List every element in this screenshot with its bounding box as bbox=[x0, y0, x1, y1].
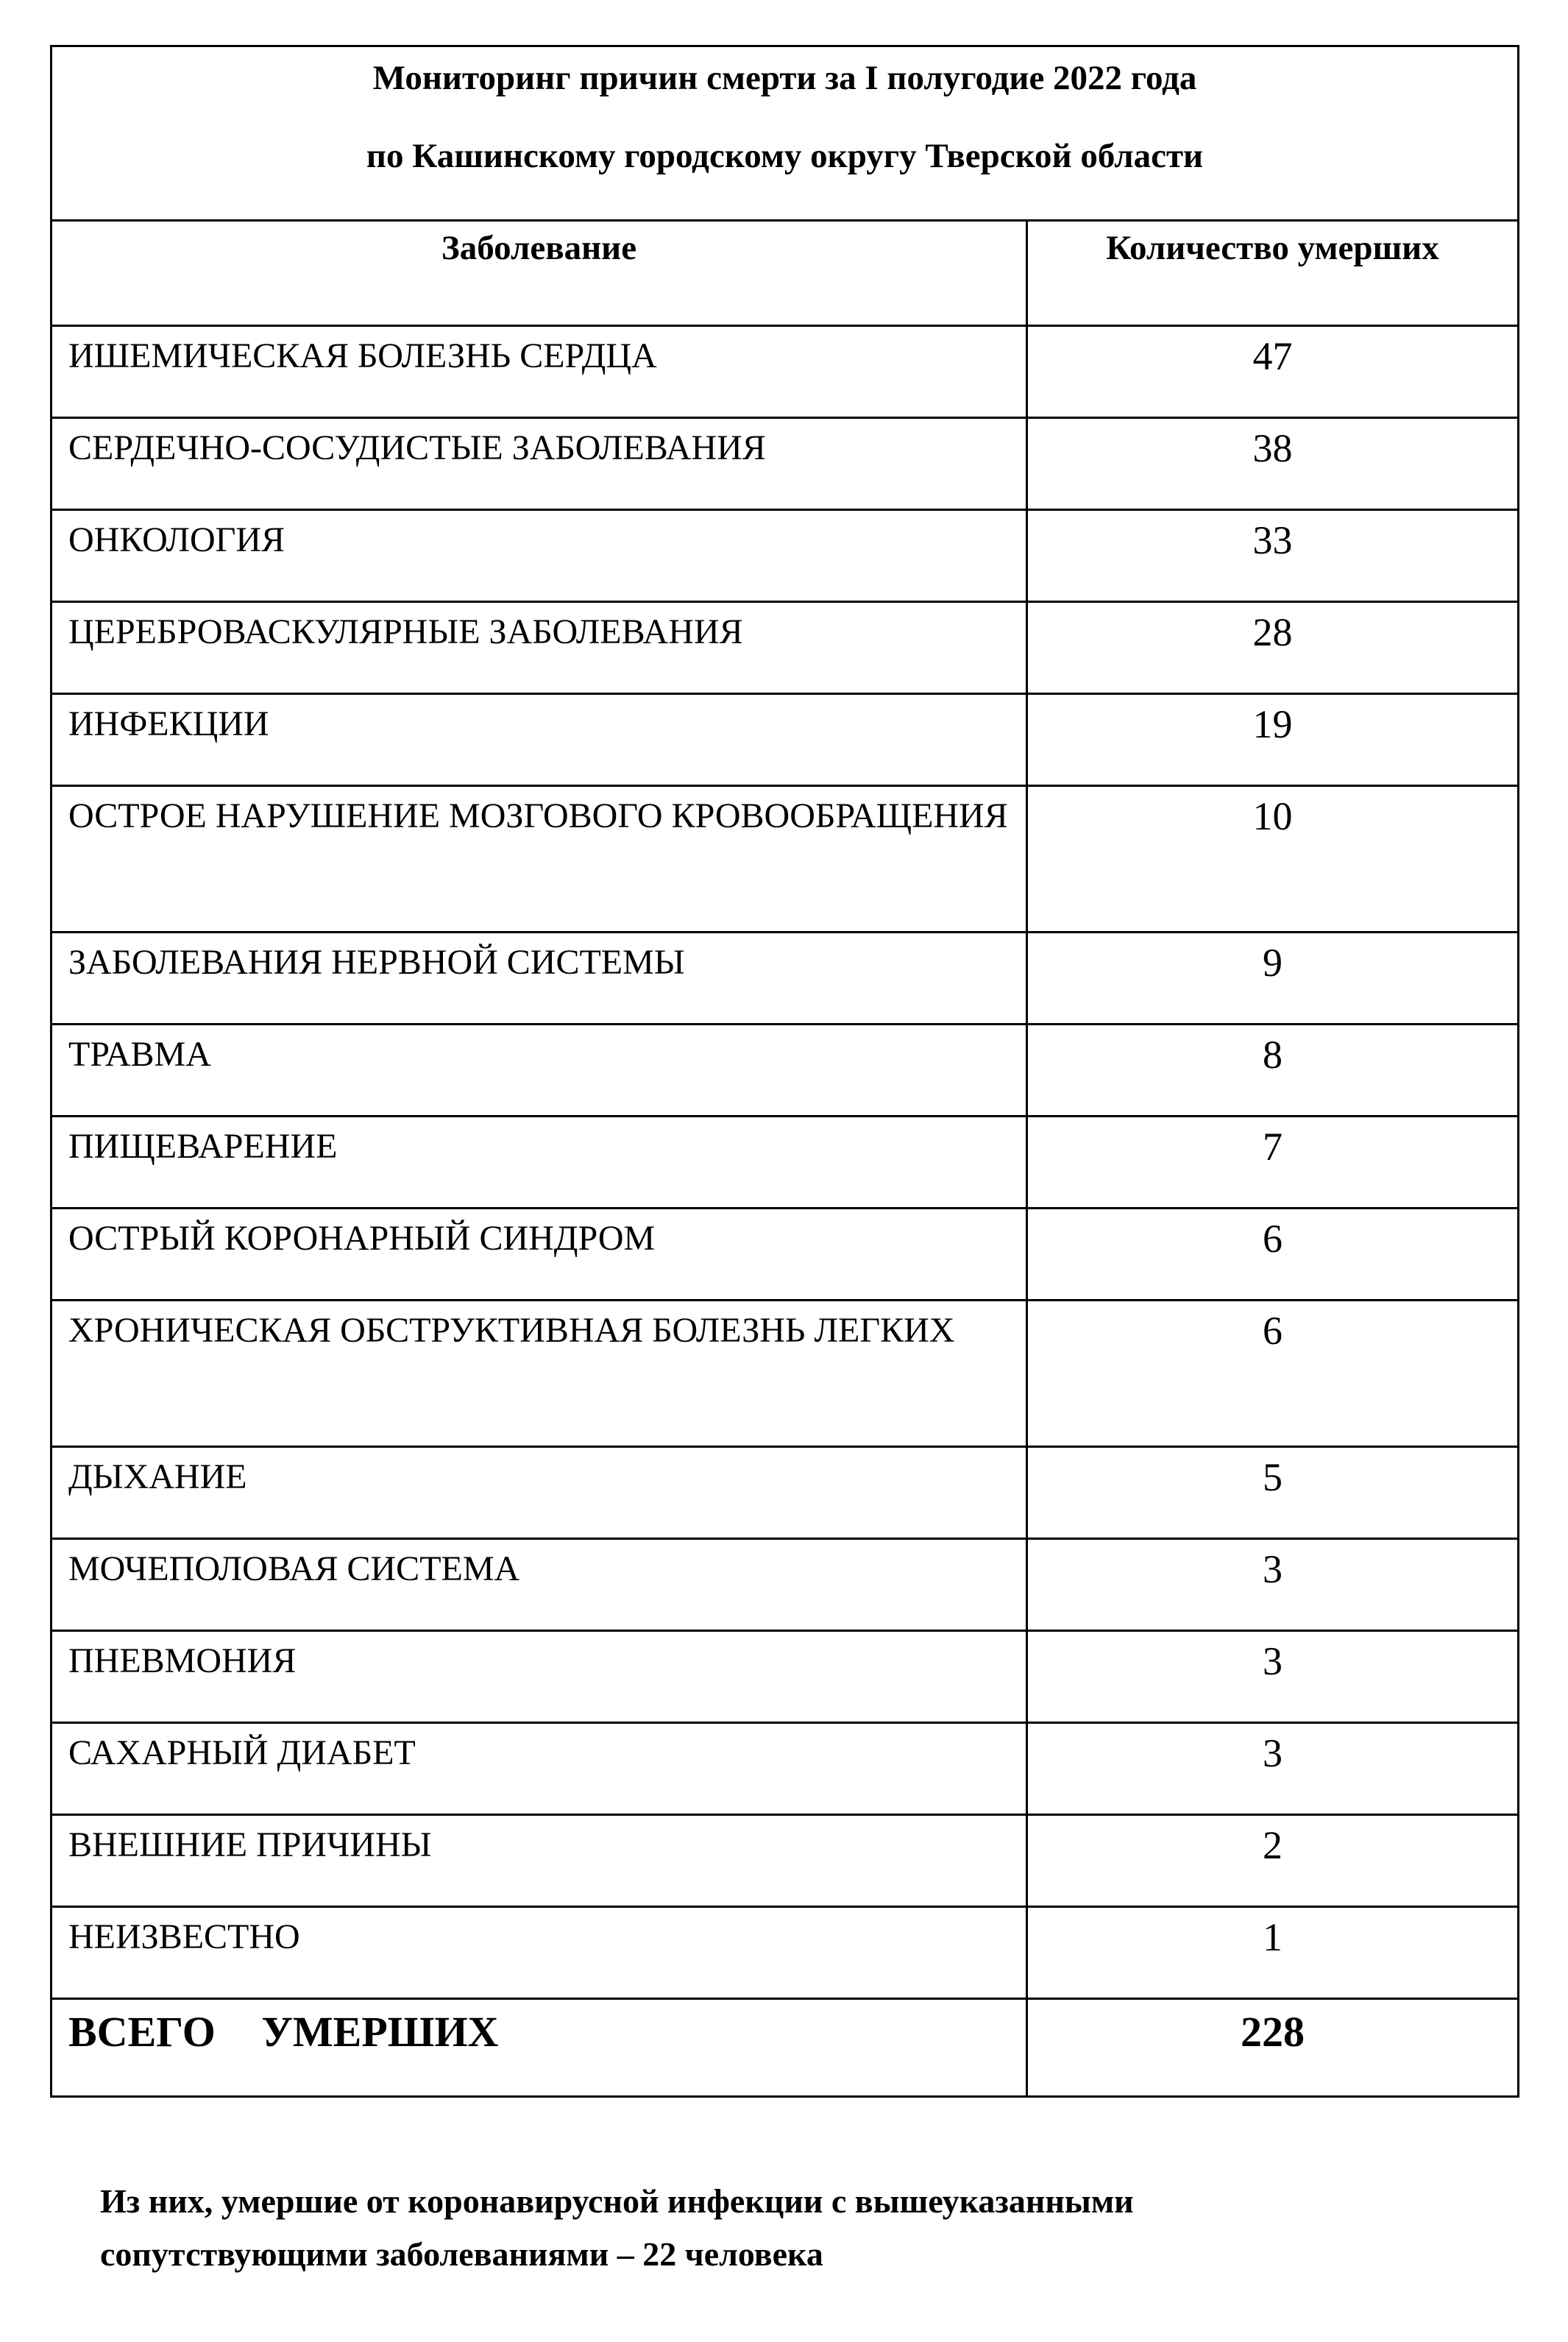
disease-cell: НЕИЗВЕСТНО bbox=[52, 1907, 1027, 1999]
deaths-cell: 19 bbox=[1027, 694, 1519, 786]
table-row bbox=[52, 1815, 1519, 1907]
deaths-cell: 1 bbox=[1027, 1907, 1519, 1999]
table-title bbox=[52, 46, 1519, 221]
total-row bbox=[52, 1999, 1519, 2097]
deaths-cell: 47 bbox=[1027, 326, 1519, 418]
disease-cell: ОНКОЛОГИЯ bbox=[52, 510, 1027, 602]
mortality-table bbox=[50, 45, 1519, 2098]
column-header-deaths bbox=[1027, 221, 1519, 326]
table-row bbox=[52, 1117, 1519, 1209]
deaths-cell: 5 bbox=[1027, 1447, 1519, 1539]
table-row bbox=[52, 786, 1519, 933]
deaths-cell: 33 bbox=[1027, 510, 1519, 602]
title-line-1: Мониторинг причин смерти за I полугодие 2022 года bbox=[372, 59, 1197, 97]
column-header-disease-label: Заболевание bbox=[441, 229, 637, 267]
footnote bbox=[100, 2175, 1498, 2281]
column-header-disease bbox=[52, 221, 1027, 326]
deaths-cell: 8 bbox=[1027, 1025, 1519, 1117]
disease-cell: СЕРДЕЧНО-СОСУДИСТЫЕ ЗАБОЛЕВАНИЯ bbox=[52, 418, 1027, 510]
table-row bbox=[52, 933, 1519, 1025]
deaths-cell: 7 bbox=[1027, 1117, 1519, 1209]
table-row bbox=[52, 1209, 1519, 1301]
table-row bbox=[52, 418, 1519, 510]
table-row bbox=[52, 1447, 1519, 1539]
disease-cell: ОСТРЫЙ КОРОНАРНЫЙ СИНДРОМ bbox=[52, 1209, 1027, 1301]
disease-cell: ОСТРОЕ НАРУШЕНИЕ МОЗГОВОГО КРОВООБРАЩЕНИЯ bbox=[52, 786, 1027, 933]
table-body bbox=[52, 326, 1519, 1999]
disease-cell: МОЧЕПОЛОВАЯ СИСТЕМА bbox=[52, 1539, 1027, 1631]
deaths-cell: 28 bbox=[1027, 602, 1519, 694]
disease-cell: ВНЕШНИЕ ПРИЧИНЫ bbox=[52, 1815, 1027, 1907]
deaths-cell: 6 bbox=[1027, 1209, 1519, 1301]
disease-cell: САХАРНЫЙ ДИАБЕТ bbox=[52, 1723, 1027, 1815]
table-row bbox=[52, 1631, 1519, 1723]
table-row bbox=[52, 602, 1519, 694]
deaths-cell: 9 bbox=[1027, 933, 1519, 1025]
disease-cell: ЗАБОЛЕВАНИЯ НЕРВНОЙ СИСТЕМЫ bbox=[52, 933, 1027, 1025]
disease-cell: ИШЕМИЧЕСКАЯ БОЛЕЗНЬ СЕРДЦА bbox=[52, 326, 1027, 418]
table-row bbox=[52, 1907, 1519, 1999]
disease-cell: ПИЩЕВАРЕНИЕ bbox=[52, 1117, 1027, 1209]
table-row bbox=[52, 694, 1519, 786]
disease-cell: ДЫХАНИЕ bbox=[52, 1447, 1027, 1539]
table-row bbox=[52, 1539, 1519, 1631]
title-row bbox=[52, 46, 1519, 221]
column-header-deaths-label: Количество умерших bbox=[1106, 229, 1439, 267]
table-row bbox=[52, 1025, 1519, 1117]
deaths-cell: 38 bbox=[1027, 418, 1519, 510]
deaths-cell: 3 bbox=[1027, 1723, 1519, 1815]
disease-cell: ТРАВМА bbox=[52, 1025, 1027, 1117]
disease-cell: ХРОНИЧЕСКАЯ ОБСТРУКТИВНАЯ БОЛЕЗНЬ ЛЕГКИХ bbox=[52, 1301, 1027, 1447]
table-row bbox=[52, 1723, 1519, 1815]
deaths-cell: 3 bbox=[1027, 1631, 1519, 1723]
table-row bbox=[52, 326, 1519, 418]
deaths-cell: 10 bbox=[1027, 786, 1519, 933]
deaths-cell: 2 bbox=[1027, 1815, 1519, 1907]
table-row bbox=[52, 1301, 1519, 1447]
disease-cell: ИНФЕКЦИИ bbox=[52, 694, 1027, 786]
deaths-cell: 3 bbox=[1027, 1539, 1519, 1631]
disease-cell: ПНЕВМОНИЯ bbox=[52, 1631, 1027, 1723]
deaths-cell: 6 bbox=[1027, 1301, 1519, 1447]
header-row bbox=[52, 221, 1519, 326]
disease-cell: ЦЕРЕБРОВАСКУЛЯРНЫЕ ЗАБОЛЕВАНИЯ bbox=[52, 602, 1027, 694]
total-label: ВСЕГО УМЕРШИХ bbox=[52, 1999, 1027, 2097]
footnote-line-2: сопутствующими заболеваниями – 22 человека bbox=[100, 2235, 823, 2273]
footnote-line-1: Из них, умершие от коронавирусной инфекции с вышеуказанными bbox=[100, 2182, 1134, 2220]
table-row bbox=[52, 510, 1519, 602]
total-value: 228 bbox=[1027, 1999, 1519, 2097]
title-line-2: по Кашинскому городскому округу Тверской области bbox=[366, 137, 1204, 176]
